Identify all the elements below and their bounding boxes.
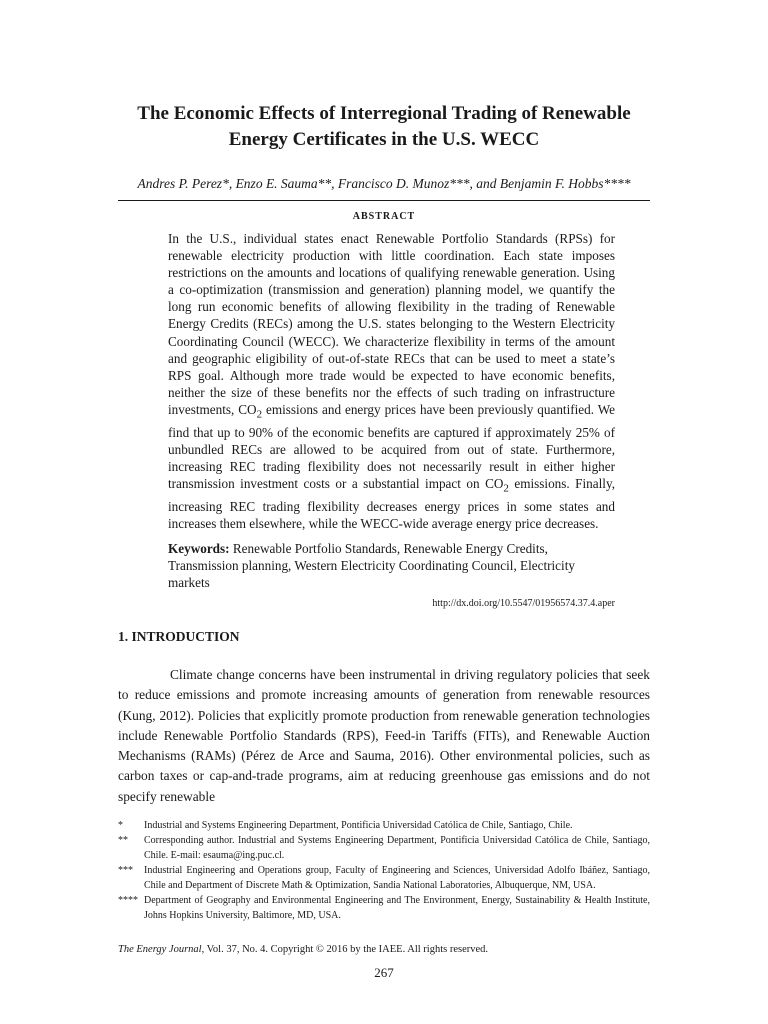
journal-details: , Vol. 37, No. 4. Copyright © 2016 by the IAEE. All rights reserved. — [201, 944, 489, 955]
page-number: 267 — [374, 965, 394, 980]
footnote — [118, 863, 650, 893]
footnotes — [118, 818, 650, 923]
footnote-mark: **** — [118, 895, 138, 906]
abstract-part-1: In the U.S., individual states enact Renewable Portfolio Standards (RPSs) for renewable electricity production with little coordination. Each state imposes restrictions on the amounts and locations of qualifying renewable generation. Using a co-optimization (transmission and generation) planning model, we quantify the long run economic benefits of allowing flexibility in the trading of Renewable Energy Credits (RECs) among the U.S. states belonging to the Western Electricity Coordinating Council (WECC). We characterize flexibility in terms of the amount and geographic eligibility of out-of-state RECs that can be used to meet a state’s RPS goal. Although more trade would be expected to have economic benefits, neither the size of these benefits nor the effects of such trading on infrastructure investments, CO — [168, 231, 615, 417]
keywords — [168, 540, 615, 591]
journal-citation — [118, 943, 488, 957]
abstract-part-3: emissions. Finally, increasing REC trading flexibility decreases energy prices in some states and increases them elsewhere, while the WECC-wide average energy price decreases. — [168, 475, 615, 531]
paper-title: The Economic Effects of Interregional Trading of Renewable Energy Certificates in the U.S. WECC — [137, 103, 631, 150]
footnote — [118, 833, 650, 863]
footnote — [118, 893, 650, 923]
footnote-mark: *** — [118, 865, 133, 876]
abstract-heading: ABSTRACT — [352, 211, 416, 222]
abstract-part-2: emissions and energy prices have been previously quantified. We find that up to 90% of the economic benefits are captured if approximately 25% of unbundled RECs are allowed to be acquired from out of state. Furthermore, increasing REC trading flexibility does not necessarily result in either higher transmission investment costs or a substantial impact on CO — [168, 401, 616, 491]
keywords-label: Keywords: — [168, 541, 230, 556]
footnote-text: Industrial Engineering and Operations group, Faculty of Engineering and Sciences, Universidad Adolfo Ibáñez, Santiago, Chile and Department of Discrete Math & Optimization, Sandia National Laboratories, Albuquerque, NM, USA. — [144, 865, 650, 891]
footnote-text: Department of Geography and Environmental Engineering and The Environment, Energy, Sustainability & Health Institute, Johns Hopkins University, Baltimore, MD, USA. — [144, 895, 650, 921]
co2-subscript: 2 — [256, 408, 263, 421]
footnote-mark: * — [118, 820, 123, 831]
footnote-text: Corresponding author. Industrial and Systems Engineering Department, Pontificia Universidad Católica de Chile, Santiago, Chile. E-mail: esauma@ing.puc.cl. — [144, 835, 650, 861]
co2-subscript: 2 — [503, 482, 509, 495]
intro-paragraph: Climate change concerns have been instrumental in driving regulatory policies that seek to reduce emissions and promote increasing amounts of generation from renewable resources (Kung, 2012). Policies that explicitly promote production from renewable generation technologies include Renewable Portfolio Standards (RPS), Feed-in Tariffs (FITs), and Renewable Auction Mechanisms (RAMs) (Pérez de Arce and Sauma, 2016). Other environmental policies, such as carbon taxes or cap-and-trade programs, aim at reducing greenhouse gas emissions and do not specify renewable — [118, 667, 650, 804]
footnote — [118, 818, 650, 833]
footnote-text: Industrial and Systems Engineering Department, Pontificia Universidad Católica de Chile, Santiago, Chile. — [144, 820, 573, 831]
abstract-body — [168, 230, 615, 532]
section-heading: 1. INTRODUCTION — [118, 629, 240, 644]
header-divider — [118, 200, 650, 201]
keywords-text: Renewable Portfolio Standards, Renewable Energy Credits, Transmission planning, Western Electricity Coordinating Council, Electricity markets — [168, 541, 575, 591]
journal-name: The Energy Journal — [118, 944, 202, 955]
doi-link[interactable]: http://dx.doi.org/10.5547/01956574.37.4.aper — [432, 598, 615, 609]
author-list: Andres P. Perez*, Enzo E. Sauma**, Francisco D. Munoz***, and Benjamin F. Hobbs**** — [137, 176, 631, 191]
footnote-mark: ** — [118, 835, 128, 846]
